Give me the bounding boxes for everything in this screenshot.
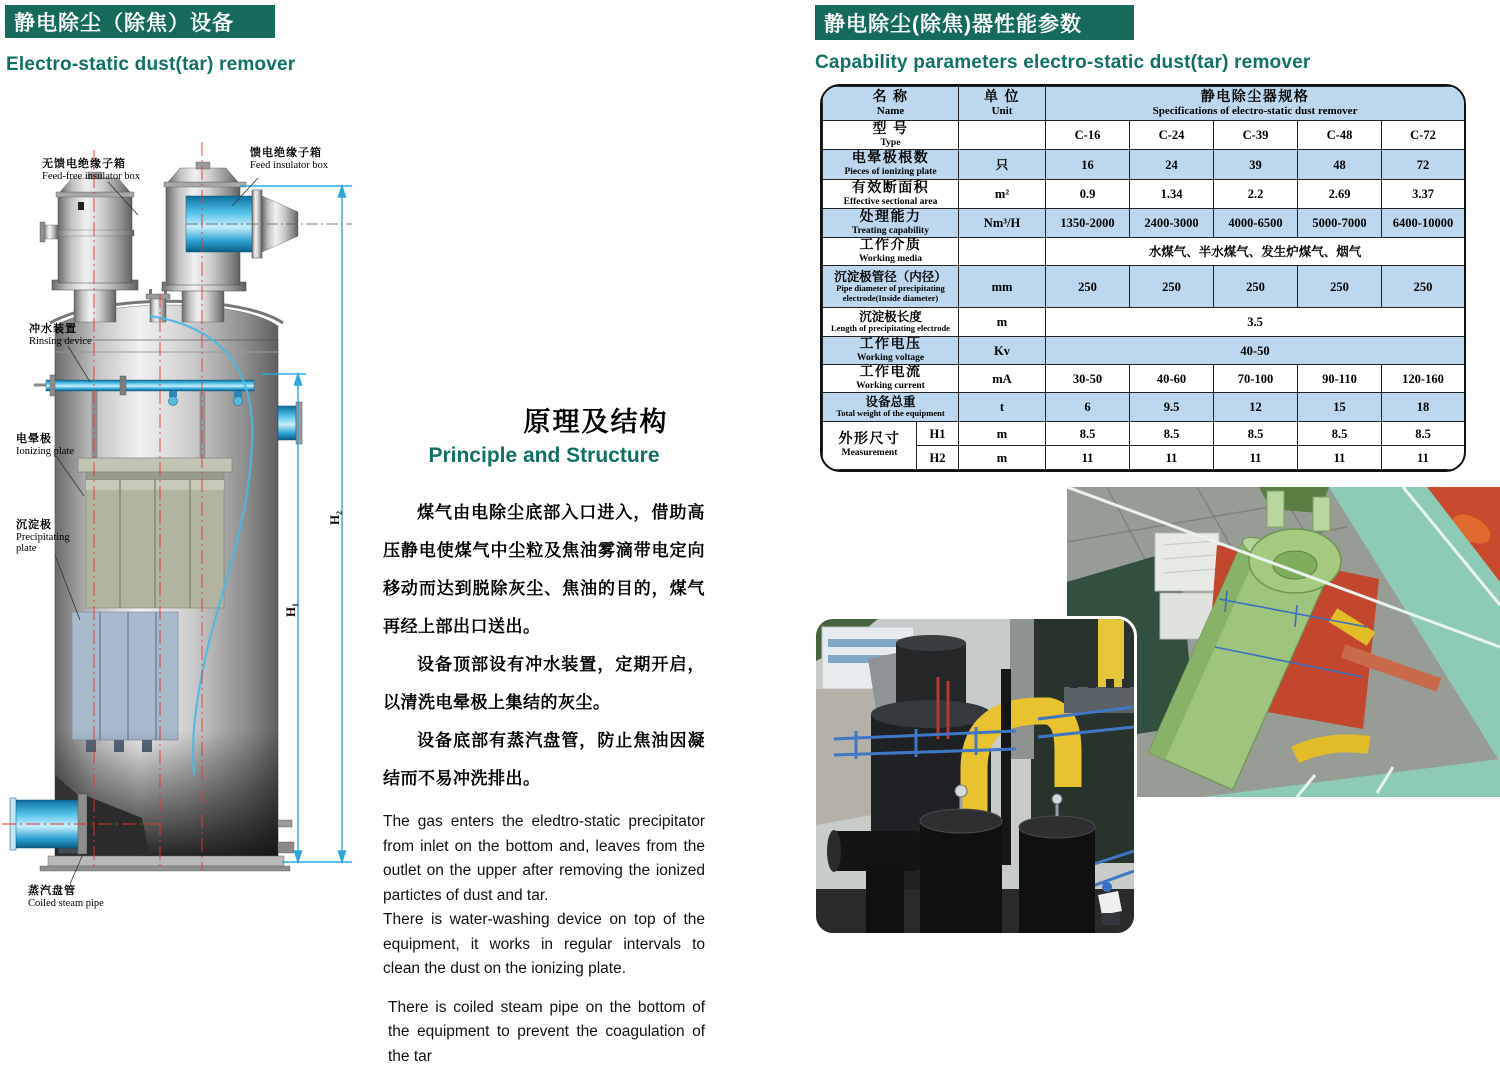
label-zh: 沉淀极 <box>16 516 86 532</box>
gray-column <box>1010 619 1034 759</box>
en-paragraph: There is coiled steam pipe on the bottom of the equipment to prevent the coagulation of the tar <box>383 996 705 1069</box>
value-cell: 11 <box>1298 446 1382 470</box>
value-cell: 70-100 <box>1214 365 1298 393</box>
sub-cell: H2 <box>917 446 959 470</box>
value-cell: C-72 <box>1382 121 1465 150</box>
value-cell: 250 <box>1130 266 1214 308</box>
feed-free-insulator-box <box>40 172 138 322</box>
unit-cell <box>959 238 1046 266</box>
row-name-zh: 型 号 <box>825 122 956 138</box>
row-name-en: Total weight of the equipment <box>825 409 956 419</box>
unit-cell: mA <box>959 365 1046 393</box>
value-cell: C-39 <box>1214 121 1298 150</box>
label-zh: 无馈电绝缘子箱 <box>42 155 140 171</box>
value-cell: 30-50 <box>1046 365 1130 393</box>
header-unit-zh: 单 位 <box>961 90 1043 106</box>
principle-text-zh <box>383 494 705 798</box>
table-row-working-media <box>823 238 1465 266</box>
row-name-zh: 工作电压 <box>825 337 956 353</box>
header-name-cell <box>823 87 959 121</box>
row-name-en: Pieces of ionizing plate <box>825 167 956 178</box>
label-en: Coiled steam pipe <box>28 898 104 909</box>
label-ionizing-plate <box>16 430 74 457</box>
merged-value-cell: 40-50 <box>1046 337 1465 365</box>
table-row-measurement-h1 <box>823 422 1465 446</box>
table-row-measurement-h2 <box>823 446 1465 470</box>
left-title-text: 静电除尘（除焦）设备 <box>14 7 234 37</box>
label-feed-free-insulator <box>42 155 140 182</box>
unit-cell: m <box>959 308 1046 337</box>
label-precipitating-plate <box>16 516 86 554</box>
label-feed-insulator <box>250 144 328 171</box>
value-cell: 0.9 <box>1046 180 1130 209</box>
value-cell: 8.5 <box>1298 422 1382 446</box>
value-cell: 5000-7000 <box>1298 209 1382 238</box>
row-name-cell <box>823 393 959 422</box>
label-zh: 馈电绝缘子箱 <box>250 144 328 160</box>
zh-paragraph: 设备底部有蒸汽盘管，防止焦油因凝结而不易冲洗排出。 <box>383 722 705 798</box>
merged-value-cell: 3.5 <box>1046 308 1465 337</box>
value-cell: 2.69 <box>1298 180 1382 209</box>
row-name-en: Effective sectional area <box>825 197 956 208</box>
unit-cell: m <box>959 422 1046 446</box>
value-cell: 8.5 <box>1046 422 1130 446</box>
value-cell: 39 <box>1214 150 1298 180</box>
yellow-pipe-right <box>1098 619 1124 689</box>
value-cell: 250 <box>1382 266 1465 308</box>
row-name-cell <box>823 266 959 308</box>
row-name-zh: 沉淀极长度 <box>825 310 956 324</box>
right-title-text: 静电除尘(除焦)器性能参数 <box>824 8 1082 38</box>
header-unit-en: Unit <box>961 105 1043 117</box>
value-cell: 72 <box>1382 150 1465 180</box>
row-name-zh: 电晕极根数 <box>825 151 956 167</box>
header-spec-zh: 静电除尘器规格 <box>1048 90 1462 106</box>
merged-value-cell: 水煤气、半水煤气、发生炉煤气、烟气 <box>1046 238 1465 266</box>
en-paragraph: The gas enters the eledtro-static precipitator from inlet on the bottom and, leaves from the outlet on the upper after removing the ionized partictes of dust and tar. <box>383 810 705 908</box>
value-cell: C-48 <box>1298 121 1382 150</box>
principle-heading-en: Principle and Structure <box>383 444 705 468</box>
value-cell: C-16 <box>1046 121 1130 150</box>
value-cell: 24 <box>1130 150 1214 180</box>
header-unit-cell <box>959 87 1046 121</box>
spec-table-container <box>820 84 1466 472</box>
header-name-zh: 名 称 <box>825 90 956 106</box>
en-paragraph: There is water-washing device on top of the equipment, it works in regular intervals to clean the dust on the ionizing plate. <box>383 908 705 982</box>
value-cell: 11 <box>1382 446 1465 470</box>
value-cell: 18 <box>1382 393 1465 422</box>
precipitator-diagram <box>0 130 380 935</box>
value-cell: 40-60 <box>1130 365 1214 393</box>
row-name-en: Pipe diameter of precipitating electrode(Inside diameter) <box>825 284 956 303</box>
sub-cell: H1 <box>917 422 959 446</box>
unit-cell: Nm³/H <box>959 209 1046 238</box>
table-row-treating-capability <box>823 209 1465 238</box>
principle-section <box>383 400 705 1069</box>
value-cell: 11 <box>1046 446 1130 470</box>
row-name-en: Length of precipitating electrode <box>825 324 956 334</box>
unit-cell: mm <box>959 266 1046 308</box>
value-cell: 11 <box>1130 446 1214 470</box>
value-cell: C-24 <box>1130 121 1214 150</box>
row-name-cell <box>823 150 959 180</box>
value-cell: 6400-10000 <box>1382 209 1465 238</box>
table-row-pipe-diameter <box>823 266 1465 308</box>
table-row-type <box>823 121 1465 150</box>
unit-cell: m² <box>959 180 1046 209</box>
header-spec-cell <box>1046 87 1465 121</box>
value-cell: 11 <box>1214 446 1298 470</box>
principle-text-en <box>383 810 705 1069</box>
value-cell: 250 <box>1046 266 1130 308</box>
value-cell: 90-110 <box>1298 365 1382 393</box>
value-cell: 15 <box>1298 393 1382 422</box>
value-cell: 3.37 <box>1382 180 1465 209</box>
row-name-zh: 处理能力 <box>825 210 956 226</box>
right-subtitle: Capability parameters electro-static dust(tar) remover <box>815 52 1310 74</box>
value-cell: 120-160 <box>1382 365 1465 393</box>
value-cell: 8.5 <box>1214 422 1298 446</box>
exhaust-pipe <box>1001 669 1011 865</box>
header-name-en: Name <box>825 105 956 117</box>
label-en: Precipitating plate <box>16 532 86 554</box>
value-cell: 1.34 <box>1130 180 1214 209</box>
row-name-zh: 工作介质 <box>825 238 956 254</box>
header-spec-en: Specifications of electro-static dust remover <box>1048 105 1462 117</box>
label-coiled-steam-pipe <box>28 882 104 909</box>
value-cell: 8.5 <box>1382 422 1465 446</box>
value-cell: 6 <box>1046 393 1130 422</box>
value-cell: 12 <box>1214 393 1298 422</box>
row-name-en: Working media <box>825 254 956 265</box>
row-name-en: Treating capability <box>825 226 956 237</box>
value-cell: 2.2 <box>1214 180 1298 209</box>
value-cell: 250 <box>1214 266 1298 308</box>
label-zh: 电晕极 <box>16 430 74 446</box>
principle-heading-zh: 原理及结构 <box>435 400 757 439</box>
right-title-banner <box>815 5 1134 40</box>
value-cell: 1350-2000 <box>1046 209 1130 238</box>
dimension-label-h1: H₁ <box>283 603 299 617</box>
table-row-total-weight <box>823 393 1465 422</box>
row-name-zh: 外形尺寸 <box>825 432 914 448</box>
label-zh: 冲水装置 <box>29 320 92 336</box>
row-name-en: Type <box>825 138 956 149</box>
value-cell: 16 <box>1046 150 1130 180</box>
label-en: Feed-free insulator box <box>42 171 140 182</box>
label-en: Rinsing device <box>29 336 92 347</box>
label-rinsing-device <box>29 320 92 347</box>
row-name-cell <box>823 209 959 238</box>
row-name-cell <box>823 238 959 266</box>
value-cell: 2400-3000 <box>1130 209 1214 238</box>
table-row-sectional-area <box>823 180 1465 209</box>
row-name-cell <box>823 121 959 150</box>
table-row-ionizing-pieces <box>823 150 1465 180</box>
label-en: Feed insulator box <box>250 160 328 171</box>
row-name-zh: 沉淀极管径（内径） <box>825 270 956 284</box>
row-name-cell <box>823 180 959 209</box>
table-row-working-voltage <box>823 337 1465 365</box>
label-zh: 蒸汽盘管 <box>28 882 104 898</box>
value-cell: 250 <box>1298 266 1382 308</box>
value-cell: 8.5 <box>1130 422 1214 446</box>
value-cell: 4000-6500 <box>1214 209 1298 238</box>
value-cell: 9.5 <box>1130 393 1214 422</box>
spec-table <box>822 86 1465 470</box>
value-cell: 48 <box>1298 150 1382 180</box>
table-row-working-current <box>823 365 1465 393</box>
table-row-header <box>823 87 1465 121</box>
row-name-zh: 设备总重 <box>825 395 956 409</box>
row-name-cell <box>823 308 959 337</box>
ionizing-plate-assembly <box>78 458 232 608</box>
row-name-en: Measurement <box>825 448 914 459</box>
row-name-cell <box>823 337 959 365</box>
unit-cell: Kv <box>959 337 1046 365</box>
label-en: Ionizing plate <box>16 446 74 457</box>
dimension-label-h2: H₂ <box>327 511 343 525</box>
zh-paragraph: 煤气由电除尘底部入口进入，借助高压静电使煤气中尘粒及焦油雾滴带电定向移动而达到脱除灰尘、焦油的目的，煤气再经上部出口送出。 <box>383 494 705 646</box>
unit-cell: 只 <box>959 150 1046 180</box>
row-name-zh: 工作电流 <box>825 365 956 381</box>
left-title-banner <box>5 5 275 38</box>
unit-cell: t <box>959 393 1046 422</box>
unit-cell: m <box>959 446 1046 470</box>
photo-plant-ground-art <box>816 619 1134 933</box>
photo-plant-ground <box>813 616 1137 936</box>
unit-cell <box>959 121 1046 150</box>
left-subtitle: Electro-static dust(tar) remover <box>6 54 295 76</box>
row-name-en: Working current <box>825 381 956 392</box>
row-name-cell <box>823 365 959 393</box>
zh-paragraph: 设备顶部设有冲水装置，定期开启，以清洗电晕极上集结的灰尘。 <box>383 646 705 722</box>
row-name-en: Working voltage <box>825 353 956 364</box>
row-name-zh: 有效断面积 <box>825 181 956 197</box>
row-name-cell <box>823 422 917 470</box>
table-row-electrode-length <box>823 308 1465 337</box>
